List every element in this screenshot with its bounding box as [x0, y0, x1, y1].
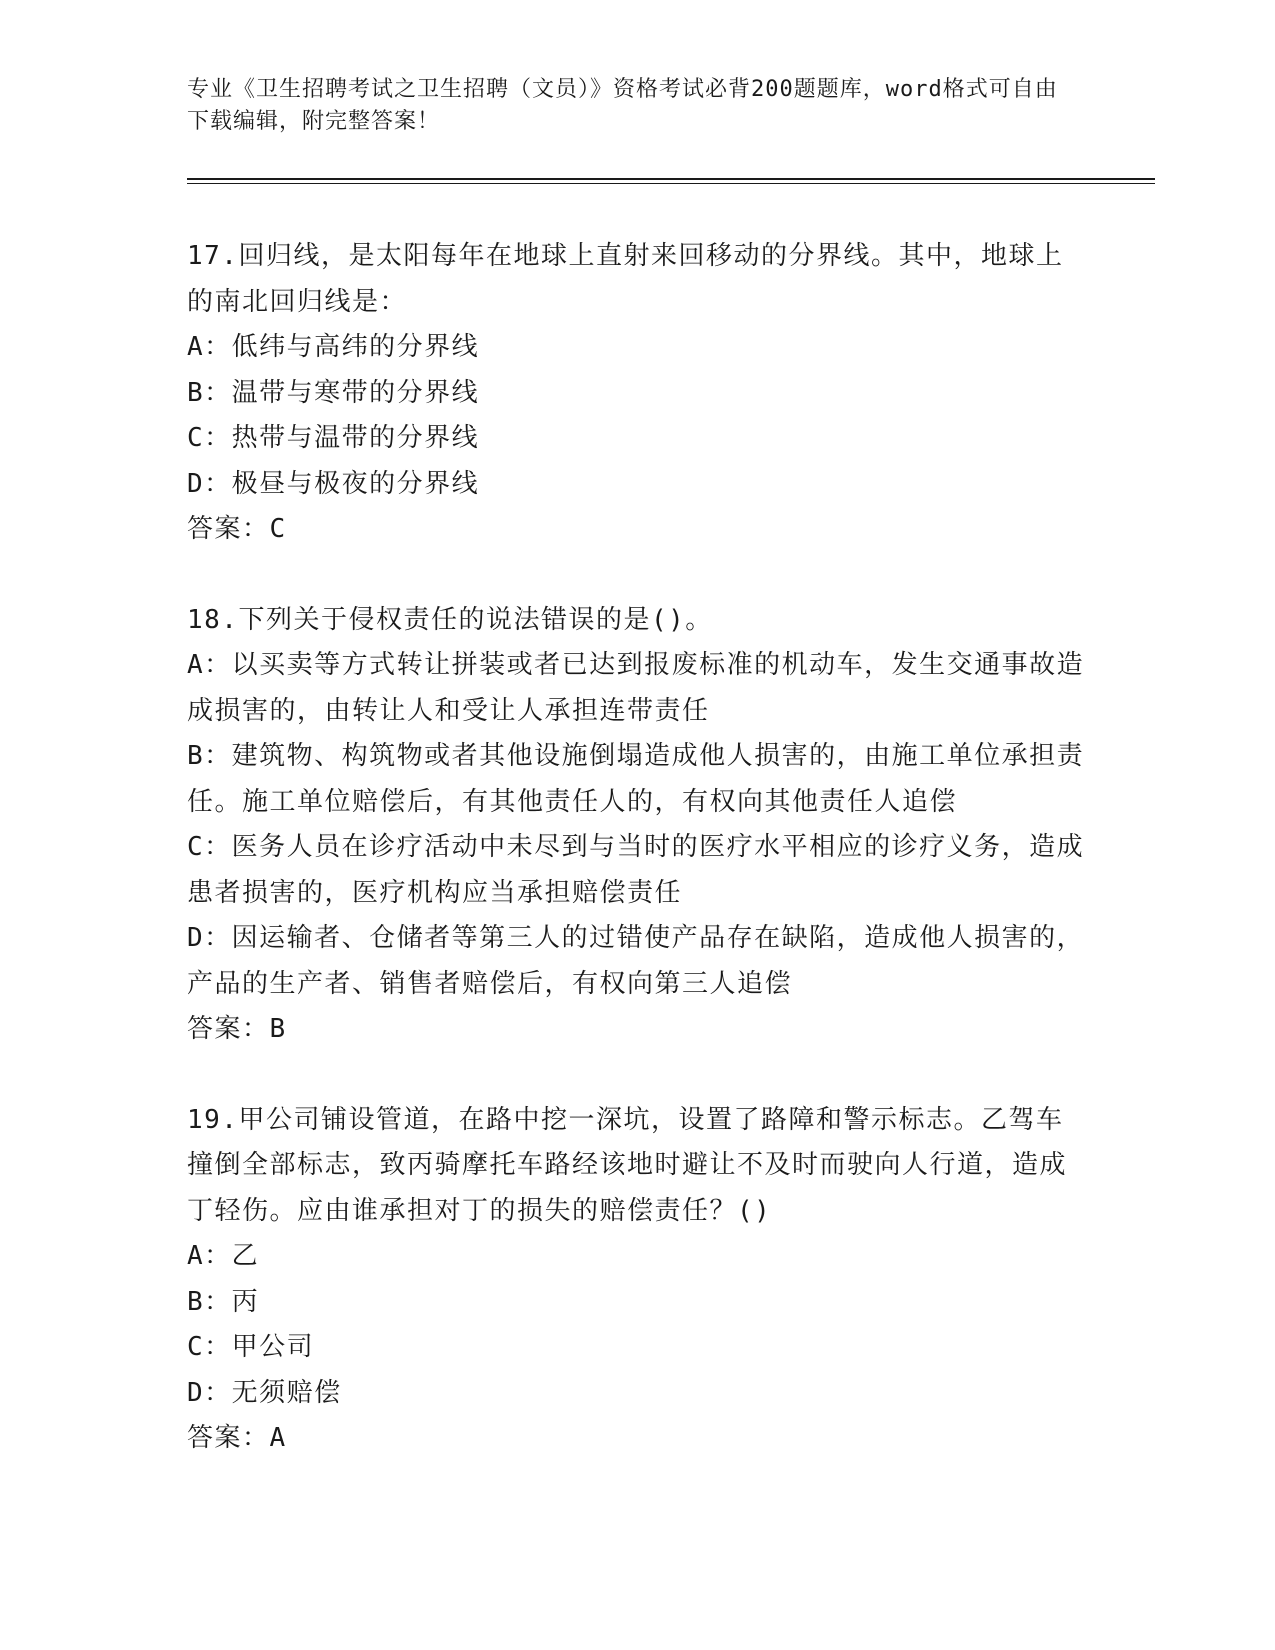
- question-list: [187, 234, 1087, 1507]
- option-c: C：热带与温带的分界线: [187, 423, 480, 453]
- document-header: 专业《卫生招聘考试之卫生招聘（文员）》资格考试必背200题题库，word格式可自由下载编辑，附完整答案！: [187, 77, 1058, 134]
- question-18: [187, 598, 1087, 1053]
- answer-line: [187, 507, 1087, 553]
- answer-line: [187, 1416, 1087, 1462]
- answer-label: 答案：: [187, 1423, 270, 1453]
- answer-label: 答案：: [187, 514, 270, 544]
- option-d: D：极昼与极夜的分界线: [187, 468, 480, 499]
- option-d: D：无须赔偿: [187, 1377, 342, 1408]
- option-a: A：以买卖等方式转让拼装或者已达到报废标准的机动车，发生交通事故造成损害的，由转让人和受让人承担连带责任: [187, 650, 1085, 726]
- answer-value: C: [269, 514, 287, 544]
- answer-value: A: [269, 1423, 287, 1453]
- option-c: C：医务人员在诊疗活动中未尽到与当时的医疗水平相应的诊疗义务，造成患者损害的，医疗机构应当承担赔偿责任: [187, 832, 1085, 908]
- answer-line: [187, 1007, 1087, 1053]
- header-divider-thick: [187, 178, 1155, 180]
- question-17: [187, 234, 1087, 553]
- question-stem: 18.下列关于侵权责任的说法错误的是()。: [187, 604, 713, 635]
- option-a: A：低纬与高纬的分界线: [187, 332, 480, 362]
- option-b: B：建筑物、构筑物或者其他设施倒塌造成他人损害的，由施工单位承担责任。施工单位赔偿后，有其他责任人的，有权向其他责任人追偿: [187, 741, 1085, 817]
- header-divider-thin: [187, 183, 1155, 184]
- option-c: C：甲公司: [187, 1332, 315, 1362]
- answer-label: 答案：: [187, 1014, 270, 1044]
- question-stem: 17.回归线，是太阳每年在地球上直射来回移动的分界线。其中，地球上的南北回归线是：: [187, 241, 1064, 317]
- option-d: D：因运输者、仓储者等第三人的过错使产品存在缺陷，造成他人损害的，产品的生产者、销售者赔偿后，有权向第三人追偿: [187, 923, 1085, 999]
- option-b: B：温带与寒带的分界线: [187, 377, 480, 408]
- question-19: [187, 1098, 1087, 1462]
- option-b: B：丙: [187, 1286, 260, 1317]
- question-stem: 19.甲公司铺设管道，在路中挖一深坑，设置了路障和警示标志。乙驾车撞倒全部标志，致丙骑摩托车路经该地时避让不及时而驶向人行道，造成丁轻伤。应由谁承担对丁的损失的赔偿责任？(): [187, 1104, 1068, 1226]
- answer-value: B: [269, 1014, 287, 1044]
- option-a: A：乙: [187, 1241, 260, 1271]
